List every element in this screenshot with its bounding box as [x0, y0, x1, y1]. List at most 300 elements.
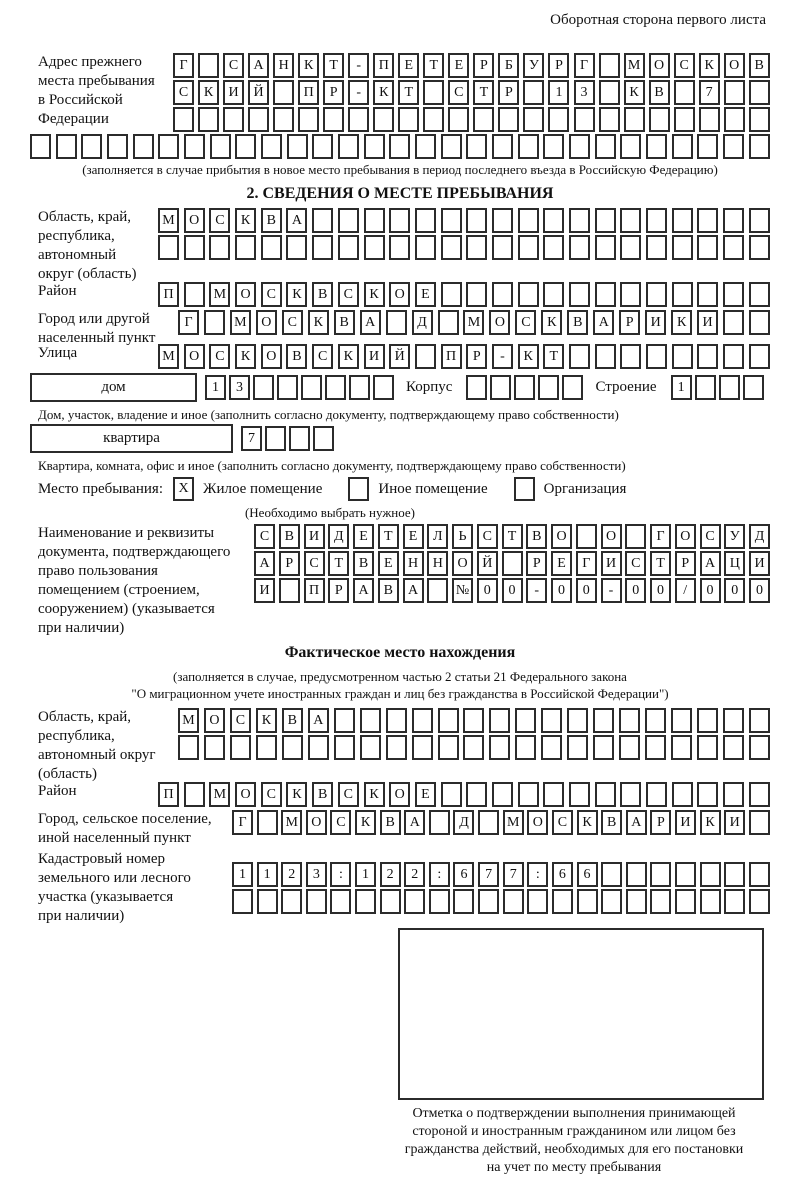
char-cell[interactable]: [619, 708, 640, 733]
char-cell[interactable]: 7: [699, 80, 720, 105]
char-cell[interactable]: [386, 708, 407, 733]
checkbox-organization[interactable]: [514, 477, 535, 501]
char-cell[interactable]: П: [441, 344, 462, 369]
char-cell[interactable]: С: [223, 53, 244, 78]
char-cell[interactable]: [697, 235, 718, 260]
char-cell[interactable]: М: [178, 708, 199, 733]
char-cell[interactable]: М: [209, 782, 230, 807]
char-cell[interactable]: [466, 782, 487, 807]
char-cell[interactable]: Г: [574, 53, 595, 78]
char-cell[interactable]: [438, 735, 459, 760]
char-cell[interactable]: К: [235, 344, 256, 369]
char-cell[interactable]: [593, 708, 614, 733]
char-cell[interactable]: О: [527, 810, 548, 835]
char-cell[interactable]: [675, 862, 696, 887]
char-cell[interactable]: Ь: [452, 524, 473, 549]
char-cell[interactable]: 1: [232, 862, 253, 887]
char-cell[interactable]: 6: [552, 862, 573, 887]
char-cell[interactable]: Р: [498, 80, 519, 105]
char-cell[interactable]: [749, 782, 770, 807]
char-cell[interactable]: М: [281, 810, 302, 835]
char-cell[interactable]: Т: [543, 344, 564, 369]
char-cell[interactable]: Р: [323, 80, 344, 105]
char-cell[interactable]: С: [674, 53, 695, 78]
char-cell[interactable]: [261, 235, 282, 260]
char-cell[interactable]: [348, 107, 369, 132]
char-cell[interactable]: О: [256, 310, 277, 335]
char-cell[interactable]: К: [235, 208, 256, 233]
char-cell[interactable]: [523, 80, 544, 105]
char-cell[interactable]: 0: [625, 578, 646, 603]
char-cell[interactable]: [204, 735, 225, 760]
char-cell[interactable]: 0: [502, 578, 523, 603]
char-cell[interactable]: Е: [378, 551, 399, 576]
char-cell[interactable]: [749, 80, 770, 105]
char-cell[interactable]: [749, 235, 770, 260]
char-cell[interactable]: Е: [448, 53, 469, 78]
char-cell[interactable]: [749, 889, 770, 914]
char-cell[interactable]: Д: [412, 310, 433, 335]
char-cell[interactable]: [672, 134, 693, 159]
char-cell[interactable]: К: [355, 810, 376, 835]
char-cell[interactable]: [334, 708, 355, 733]
char-cell[interactable]: И: [675, 810, 696, 835]
char-cell[interactable]: В: [649, 80, 670, 105]
char-cell[interactable]: [672, 782, 693, 807]
char-cell[interactable]: 7: [478, 862, 499, 887]
char-cell[interactable]: [672, 344, 693, 369]
char-cell[interactable]: [412, 708, 433, 733]
char-cell[interactable]: [478, 889, 499, 914]
char-cell[interactable]: 0: [749, 578, 770, 603]
char-cell[interactable]: И: [223, 80, 244, 105]
char-cell[interactable]: [312, 235, 333, 260]
char-cell[interactable]: В: [353, 551, 374, 576]
char-cell[interactable]: [364, 134, 385, 159]
char-cell[interactable]: [184, 282, 205, 307]
char-cell[interactable]: -: [348, 80, 369, 105]
char-cell[interactable]: С: [230, 708, 251, 733]
char-cell[interactable]: [562, 375, 583, 400]
char-cell[interactable]: Н: [427, 551, 448, 576]
char-cell[interactable]: В: [567, 310, 588, 335]
char-cell[interactable]: [198, 107, 219, 132]
char-cell[interactable]: [620, 782, 641, 807]
char-cell[interactable]: [492, 235, 513, 260]
char-cell[interactable]: К: [286, 282, 307, 307]
char-cell[interactable]: С: [625, 551, 646, 576]
char-cell[interactable]: И: [724, 810, 745, 835]
char-cell[interactable]: [650, 889, 671, 914]
char-cell[interactable]: [490, 375, 511, 400]
char-cell[interactable]: [649, 107, 670, 132]
char-cell[interactable]: К: [518, 344, 539, 369]
char-cell[interactable]: С: [173, 80, 194, 105]
char-cell[interactable]: К: [541, 310, 562, 335]
char-cell[interactable]: К: [671, 310, 692, 335]
char-cell[interactable]: [548, 107, 569, 132]
char-cell[interactable]: Р: [328, 578, 349, 603]
char-cell[interactable]: [514, 375, 535, 400]
char-cell[interactable]: Т: [398, 80, 419, 105]
char-cell[interactable]: 1: [257, 862, 278, 887]
char-cell[interactable]: [466, 282, 487, 307]
char-cell[interactable]: [518, 782, 539, 807]
char-cell[interactable]: [569, 282, 590, 307]
char-cell[interactable]: [257, 810, 278, 835]
char-cell[interactable]: [492, 782, 513, 807]
char-cell[interactable]: Й: [477, 551, 498, 576]
checkbox-residential[interactable]: X: [173, 477, 194, 501]
char-cell[interactable]: [723, 782, 744, 807]
char-cell[interactable]: [567, 735, 588, 760]
char-cell[interactable]: К: [364, 282, 385, 307]
char-cell[interactable]: К: [308, 310, 329, 335]
char-cell[interactable]: [466, 375, 487, 400]
char-cell[interactable]: С: [209, 208, 230, 233]
char-cell[interactable]: М: [158, 208, 179, 233]
char-cell[interactable]: [749, 810, 770, 835]
char-cell[interactable]: [518, 208, 539, 233]
char-cell[interactable]: [184, 235, 205, 260]
char-cell[interactable]: С: [282, 310, 303, 335]
char-cell[interactable]: Е: [398, 53, 419, 78]
char-cell[interactable]: С: [254, 524, 275, 549]
char-cell[interactable]: [569, 235, 590, 260]
char-cell[interactable]: [595, 235, 616, 260]
char-cell[interactable]: 3: [229, 375, 250, 400]
char-cell[interactable]: [441, 134, 462, 159]
char-cell[interactable]: [723, 344, 744, 369]
char-cell[interactable]: [569, 344, 590, 369]
char-cell[interactable]: [695, 375, 716, 400]
char-cell[interactable]: А: [308, 708, 329, 733]
char-cell[interactable]: К: [373, 80, 394, 105]
char-cell[interactable]: [360, 735, 381, 760]
char-cell[interactable]: [518, 282, 539, 307]
char-cell[interactable]: [389, 208, 410, 233]
char-cell[interactable]: Г: [576, 551, 597, 576]
char-cell[interactable]: [158, 235, 179, 260]
char-cell[interactable]: О: [452, 551, 473, 576]
char-cell[interactable]: [256, 735, 277, 760]
char-cell[interactable]: 0: [477, 578, 498, 603]
char-cell[interactable]: [646, 344, 667, 369]
char-cell[interactable]: М: [463, 310, 484, 335]
char-cell[interactable]: [674, 80, 695, 105]
char-cell[interactable]: №: [452, 578, 473, 603]
char-cell[interactable]: [599, 80, 620, 105]
char-cell[interactable]: [360, 708, 381, 733]
char-cell[interactable]: [312, 208, 333, 233]
char-cell[interactable]: [415, 134, 436, 159]
char-cell[interactable]: Б: [498, 53, 519, 78]
char-cell[interactable]: [463, 735, 484, 760]
char-cell[interactable]: [257, 889, 278, 914]
char-cell[interactable]: [541, 735, 562, 760]
char-cell[interactable]: [577, 889, 598, 914]
char-cell[interactable]: О: [389, 782, 410, 807]
char-cell[interactable]: [646, 134, 667, 159]
char-cell[interactable]: Й: [389, 344, 410, 369]
char-cell[interactable]: О: [675, 524, 696, 549]
char-cell[interactable]: А: [353, 578, 374, 603]
char-cell[interactable]: М: [230, 310, 251, 335]
char-cell[interactable]: [515, 708, 536, 733]
char-cell[interactable]: [697, 782, 718, 807]
char-cell[interactable]: Т: [328, 551, 349, 576]
char-cell[interactable]: К: [286, 782, 307, 807]
char-cell[interactable]: [723, 735, 744, 760]
char-cell[interactable]: Е: [415, 782, 436, 807]
char-cell[interactable]: О: [389, 282, 410, 307]
char-cell[interactable]: Р: [619, 310, 640, 335]
char-cell[interactable]: К: [700, 810, 721, 835]
char-cell[interactable]: [749, 708, 770, 733]
char-cell[interactable]: К: [699, 53, 720, 78]
char-cell[interactable]: [453, 889, 474, 914]
char-cell[interactable]: :: [330, 862, 351, 887]
char-cell[interactable]: [620, 208, 641, 233]
char-cell[interactable]: С: [700, 524, 721, 549]
char-cell[interactable]: Ц: [724, 551, 745, 576]
char-cell[interactable]: [672, 235, 693, 260]
char-cell[interactable]: [210, 134, 231, 159]
char-cell[interactable]: [749, 107, 770, 132]
char-cell[interactable]: [723, 310, 744, 335]
char-cell[interactable]: [697, 344, 718, 369]
char-cell[interactable]: А: [403, 578, 424, 603]
char-cell[interactable]: [502, 551, 523, 576]
char-cell[interactable]: [567, 708, 588, 733]
char-cell[interactable]: [158, 134, 179, 159]
char-cell[interactable]: [415, 344, 436, 369]
char-cell[interactable]: [723, 134, 744, 159]
char-cell[interactable]: [330, 889, 351, 914]
char-cell[interactable]: Н: [403, 551, 424, 576]
char-cell[interactable]: В: [282, 708, 303, 733]
char-cell[interactable]: К: [577, 810, 598, 835]
char-cell[interactable]: [198, 53, 219, 78]
char-cell[interactable]: В: [526, 524, 547, 549]
char-cell[interactable]: А: [626, 810, 647, 835]
char-cell[interactable]: [543, 134, 564, 159]
char-cell[interactable]: К: [298, 53, 319, 78]
char-cell[interactable]: [364, 208, 385, 233]
char-cell[interactable]: Е: [403, 524, 424, 549]
char-cell[interactable]: [178, 735, 199, 760]
char-cell[interactable]: Т: [650, 551, 671, 576]
char-cell[interactable]: [620, 134, 641, 159]
char-cell[interactable]: [723, 282, 744, 307]
char-cell[interactable]: 2: [281, 862, 302, 887]
char-cell[interactable]: [355, 889, 376, 914]
char-cell[interactable]: О: [261, 344, 282, 369]
char-cell[interactable]: 6: [453, 862, 474, 887]
char-cell[interactable]: [273, 80, 294, 105]
char-cell[interactable]: [543, 782, 564, 807]
char-cell[interactable]: 0: [700, 578, 721, 603]
char-cell[interactable]: [279, 578, 300, 603]
char-cell[interactable]: П: [304, 578, 325, 603]
char-cell[interactable]: [595, 208, 616, 233]
char-cell[interactable]: [719, 375, 740, 400]
char-cell[interactable]: А: [248, 53, 269, 78]
char-cell[interactable]: [441, 782, 462, 807]
char-cell[interactable]: В: [334, 310, 355, 335]
char-cell[interactable]: [723, 235, 744, 260]
char-cell[interactable]: [441, 208, 462, 233]
char-cell[interactable]: 2: [404, 862, 425, 887]
char-cell[interactable]: М: [503, 810, 524, 835]
char-cell[interactable]: [289, 426, 310, 451]
char-cell[interactable]: [429, 810, 450, 835]
char-cell[interactable]: К: [256, 708, 277, 733]
char-cell[interactable]: [373, 107, 394, 132]
char-cell[interactable]: [107, 134, 128, 159]
char-cell[interactable]: [574, 107, 595, 132]
char-cell[interactable]: 1: [355, 862, 376, 887]
char-cell[interactable]: П: [158, 782, 179, 807]
char-cell[interactable]: Р: [466, 344, 487, 369]
char-cell[interactable]: 1: [671, 375, 692, 400]
char-cell[interactable]: [273, 107, 294, 132]
char-cell[interactable]: Р: [548, 53, 569, 78]
char-cell[interactable]: Р: [526, 551, 547, 576]
char-cell[interactable]: [438, 708, 459, 733]
char-cell[interactable]: [626, 889, 647, 914]
char-cell[interactable]: Т: [378, 524, 399, 549]
char-cell[interactable]: [298, 107, 319, 132]
char-cell[interactable]: [492, 208, 513, 233]
char-cell[interactable]: [675, 889, 696, 914]
char-cell[interactable]: С: [477, 524, 498, 549]
char-cell[interactable]: И: [364, 344, 385, 369]
char-cell[interactable]: [543, 208, 564, 233]
char-cell[interactable]: [282, 735, 303, 760]
char-cell[interactable]: Г: [178, 310, 199, 335]
char-cell[interactable]: [576, 524, 597, 549]
char-cell[interactable]: К: [624, 80, 645, 105]
char-cell[interactable]: О: [235, 282, 256, 307]
char-cell[interactable]: [423, 107, 444, 132]
char-cell[interactable]: Т: [423, 53, 444, 78]
char-cell[interactable]: [523, 107, 544, 132]
char-cell[interactable]: [518, 235, 539, 260]
char-cell[interactable]: [700, 889, 721, 914]
char-cell[interactable]: [30, 134, 51, 159]
char-cell[interactable]: [56, 134, 77, 159]
char-cell[interactable]: [204, 310, 225, 335]
char-cell[interactable]: [230, 735, 251, 760]
char-cell[interactable]: Р: [650, 810, 671, 835]
char-cell[interactable]: [503, 889, 524, 914]
char-cell[interactable]: Д: [749, 524, 770, 549]
char-cell[interactable]: [423, 80, 444, 105]
char-cell[interactable]: П: [298, 80, 319, 105]
char-cell[interactable]: [538, 375, 559, 400]
char-cell[interactable]: 0: [650, 578, 671, 603]
char-cell[interactable]: П: [158, 282, 179, 307]
char-cell[interactable]: И: [749, 551, 770, 576]
char-cell[interactable]: [323, 107, 344, 132]
char-cell[interactable]: К: [364, 782, 385, 807]
char-cell[interactable]: 3: [574, 80, 595, 105]
char-cell[interactable]: [466, 208, 487, 233]
char-cell[interactable]: А: [360, 310, 381, 335]
char-cell[interactable]: [601, 862, 622, 887]
char-cell[interactable]: Е: [551, 551, 572, 576]
char-cell[interactable]: О: [724, 53, 745, 78]
char-cell[interactable]: [620, 344, 641, 369]
char-cell[interactable]: [448, 107, 469, 132]
char-cell[interactable]: [209, 235, 230, 260]
char-cell[interactable]: В: [312, 282, 333, 307]
char-cell[interactable]: В: [279, 524, 300, 549]
char-cell[interactable]: [427, 578, 448, 603]
char-cell[interactable]: [184, 134, 205, 159]
char-cell[interactable]: [235, 134, 256, 159]
char-cell[interactable]: [697, 282, 718, 307]
char-cell[interactable]: [463, 708, 484, 733]
char-cell[interactable]: [671, 708, 692, 733]
char-cell[interactable]: [595, 344, 616, 369]
char-cell[interactable]: Д: [453, 810, 474, 835]
char-cell[interactable]: [438, 310, 459, 335]
char-cell[interactable]: В: [261, 208, 282, 233]
char-cell[interactable]: Р: [473, 53, 494, 78]
char-cell[interactable]: Й: [248, 80, 269, 105]
char-cell[interactable]: [306, 889, 327, 914]
char-cell[interactable]: С: [330, 810, 351, 835]
char-cell[interactable]: [415, 235, 436, 260]
char-cell[interactable]: [489, 708, 510, 733]
char-cell[interactable]: [749, 862, 770, 887]
char-cell[interactable]: [674, 107, 695, 132]
char-cell[interactable]: [620, 235, 641, 260]
char-cell[interactable]: 1: [548, 80, 569, 105]
char-cell[interactable]: В: [380, 810, 401, 835]
char-cell[interactable]: [723, 708, 744, 733]
char-cell[interactable]: О: [601, 524, 622, 549]
char-cell[interactable]: [724, 80, 745, 105]
char-cell[interactable]: [349, 375, 370, 400]
char-cell[interactable]: [133, 134, 154, 159]
char-cell[interactable]: -: [526, 578, 547, 603]
char-cell[interactable]: [308, 735, 329, 760]
char-cell[interactable]: В: [749, 53, 770, 78]
char-cell[interactable]: [492, 282, 513, 307]
char-cell[interactable]: [724, 107, 745, 132]
char-cell[interactable]: О: [184, 344, 205, 369]
char-cell[interactable]: [386, 735, 407, 760]
char-cell[interactable]: У: [523, 53, 544, 78]
char-cell[interactable]: Г: [650, 524, 671, 549]
char-cell[interactable]: [724, 862, 745, 887]
char-cell[interactable]: [749, 735, 770, 760]
char-cell[interactable]: С: [312, 344, 333, 369]
char-cell[interactable]: И: [645, 310, 666, 335]
char-cell[interactable]: [599, 107, 620, 132]
char-cell[interactable]: [541, 708, 562, 733]
char-cell[interactable]: Т: [502, 524, 523, 549]
char-cell[interactable]: [595, 282, 616, 307]
char-cell[interactable]: И: [254, 578, 275, 603]
char-cell[interactable]: С: [261, 282, 282, 307]
char-cell[interactable]: [498, 107, 519, 132]
char-cell[interactable]: [248, 107, 269, 132]
char-cell[interactable]: В: [601, 810, 622, 835]
